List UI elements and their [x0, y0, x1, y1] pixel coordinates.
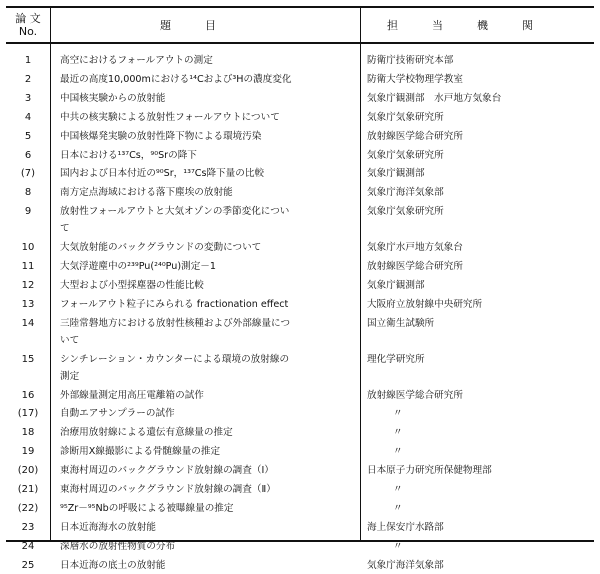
responsible-organization: 気象庁海洋気象部 — [367, 559, 444, 571]
paper-title: 深層水の放射性物質の分布 — [60, 540, 176, 552]
header-title: 題目 — [160, 18, 250, 32]
paper-title: 診断用X線撮影による骨髄線量の推定 — [60, 446, 221, 458]
table-header — [6, 8, 594, 44]
paper-title: 大気放射能のバックグラウンドの変動について — [60, 242, 262, 254]
paper-number: (22) — [17, 502, 39, 514]
responsible-organization: 放射線医学総合研究所 — [367, 130, 463, 142]
paper-title: 最近の高度10,000mにおける¹⁴Cおよび³Hの濃度変化 — [60, 73, 292, 85]
responsible-organization: 国立衛生試験所 — [367, 317, 435, 329]
research-table — [6, 6, 594, 571]
paper-number: 19 — [21, 446, 35, 458]
paper-title: 治療用放射線による遺伝有意線量の推定 — [60, 427, 233, 439]
paper-number: 11 — [21, 261, 35, 272]
responsible-organization: 〃 — [393, 408, 403, 420]
responsible-organization: 気象庁気象研究所 — [367, 111, 444, 123]
column-divider-2 — [360, 8, 361, 540]
responsible-organization: 放射線医学総合研究所 — [367, 389, 463, 401]
responsible-organization: 海上保安庁水路部 — [367, 521, 444, 533]
responsible-organization: 理化学研究所 — [367, 353, 425, 365]
paper-title: 大気浮遊塵中の²³⁹Pu(²⁴⁰Pu)測定－1 — [60, 261, 216, 272]
header-organization: 担当機関 — [387, 18, 567, 32]
paper-number: 4 — [24, 111, 32, 123]
paper-number: 15 — [21, 353, 35, 365]
paper-title: 高空におけるフォールアウトの測定 — [60, 55, 213, 66]
paper-number: 24 — [21, 540, 35, 552]
paper-title: 外部線量測定用高圧電離箱の試作 — [60, 389, 204, 401]
paper-number: 13 — [21, 298, 35, 310]
paper-title: 南方定点海域における落下塵埃の放射能 — [60, 187, 233, 199]
column-divider-1 — [50, 8, 51, 540]
paper-number: (20) — [17, 465, 39, 477]
paper-number: 9 — [24, 206, 32, 218]
paper-title: 国内および日本付近の⁹⁰Sr，¹³⁷Cs降下量の比較 — [60, 168, 265, 180]
paper-number: (21) — [17, 484, 39, 495]
responsible-organization: 防衛大学校物理学教室 — [367, 73, 463, 85]
paper-title: 放射性フォールアウトと大気オゾンの季節変化につい て — [60, 206, 290, 235]
paper-title: ⁹⁵Zr－⁹⁵Nbの呼吸による被曝線量の推定 — [60, 502, 234, 514]
paper-number: 2 — [24, 73, 32, 85]
paper-number: 3 — [24, 92, 32, 104]
paper-number: 16 — [21, 389, 35, 401]
paper-title: フォールアウト粒子にみられる fractionation effect — [60, 298, 289, 310]
paper-number: (17) — [17, 408, 39, 420]
paper-title: 東海村周辺のバックグラウンド放射線の調査（Ⅰ） — [60, 465, 274, 477]
paper-number: 1 — [24, 55, 32, 66]
responsible-organization: 気象庁観測部 — [367, 279, 425, 291]
responsible-organization: 気象庁観測部 水戸地方気象台 — [367, 92, 502, 104]
paper-title: 中国核爆発実験の放射性降下物による環境汚染 — [60, 130, 262, 142]
paper-title: 中国核実験からの放射能 — [60, 92, 166, 104]
paper-title: 自動エアサンプラーの試作 — [60, 408, 175, 420]
paper-number: 14 — [21, 317, 35, 329]
paper-number: (7) — [20, 168, 36, 180]
paper-number: 12 — [21, 279, 35, 291]
responsible-organization: 大阪府立放射線中央研究所 — [367, 298, 483, 310]
paper-number: 5 — [24, 130, 32, 142]
paper-number: 25 — [21, 559, 35, 571]
paper-title: 大型および小型採塵器の性能比較 — [60, 279, 204, 291]
responsible-organization: 防衛庁技術研究本部 — [367, 55, 454, 66]
responsible-organization: 日本原子力研究所保健物理部 — [367, 465, 492, 477]
paper-title: 中共の核実験による放射性フォールアウトについて — [60, 111, 280, 123]
responsible-organization: 放射線医学総合研究所 — [367, 261, 463, 272]
paper-number: 8 — [24, 187, 32, 199]
responsible-organization: 気象庁水戸地方気象台 — [367, 242, 463, 254]
responsible-organization: 気象庁海洋気象部 — [367, 187, 444, 199]
responsible-organization: 〃 — [393, 540, 403, 552]
header-paper-no: 論 文 No. — [15, 12, 41, 38]
paper-title: シンチレーション・カウンターによる環境の放射線の 測定 — [60, 353, 290, 382]
paper-title: 東海村周辺のバックグラウンド放射線の調査（Ⅱ） — [60, 484, 276, 495]
responsible-organization: 〃 — [393, 446, 403, 458]
paper-title: 三陸常磐地方における放射性核種および外部線量につ いて — [60, 317, 291, 346]
responsible-organization: 気象庁気象研究所 — [367, 149, 444, 161]
paper-number: 10 — [21, 242, 35, 254]
responsible-organization: 〃 — [393, 502, 403, 514]
paper-number: 23 — [21, 521, 35, 533]
paper-title: 日本における¹³⁷Cs，⁹⁰Srの降下 — [60, 149, 197, 161]
responsible-organization: 気象庁気象研究所 — [367, 206, 444, 218]
responsible-organization: 〃 — [393, 427, 403, 439]
paper-title: 日本近海海水の放射能 — [60, 521, 156, 533]
responsible-organization: 気象庁観測部 — [367, 168, 425, 180]
paper-number: 18 — [21, 427, 35, 439]
paper-number: 6 — [24, 149, 32, 161]
paper-title: 日本近海の底土の放射能 — [60, 559, 166, 571]
responsible-organization: 〃 — [393, 484, 403, 495]
